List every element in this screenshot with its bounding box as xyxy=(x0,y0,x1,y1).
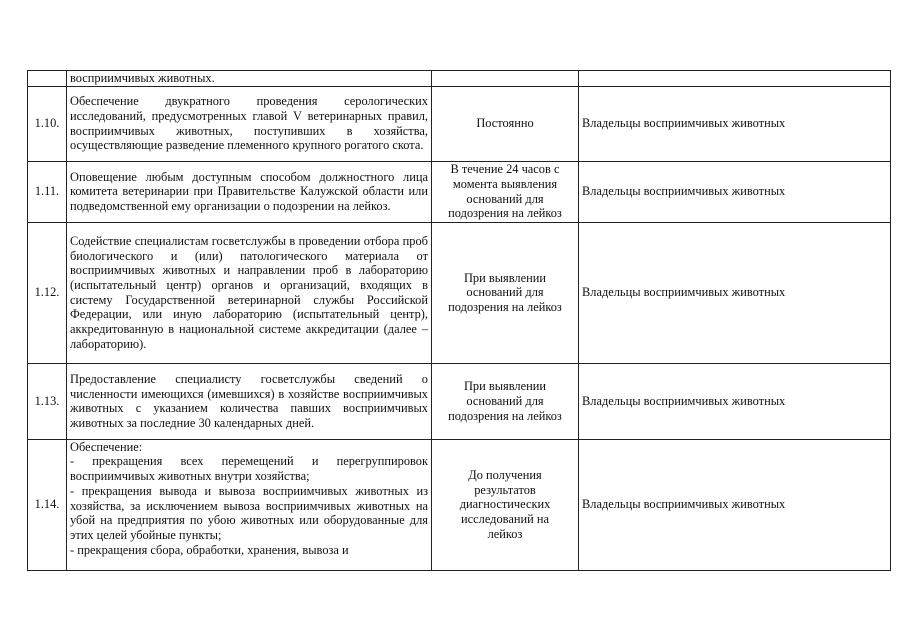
table-row xyxy=(28,439,891,570)
term-text: При выявлении xyxy=(463,379,546,394)
responsible-cell xyxy=(579,71,891,87)
action-cell xyxy=(67,86,432,161)
action-text: - прекращения вывода и вывоза восприимчивых животных из хозяйства, за исключением вывоза восприимчивых животных на убой на предприятия по убою животных или оборудованные для этих целей убойные пункты; xyxy=(70,483,428,542)
action-text: Содействие специалистам госветслужбы в проведении отбора проб биологического и (или) патологического материала от восприимчивых животных и направлении проб в лабораторию (испытательный центр) органов и организаций, входящих в систему Государственной ветеринарной службы Российской Федерации, или иную лабораторию (испытательный центр), аккредитованную в национальной системе аккредитации (далее – лабораторию). xyxy=(70,233,428,351)
action-text: - прекращения сбора, обработки, хранения, вывоза и xyxy=(70,542,349,557)
term-text: оснований для xyxy=(466,393,544,408)
term-text: результатов xyxy=(474,482,536,497)
action-cell xyxy=(67,161,432,222)
item-number: 1.14. xyxy=(28,439,67,570)
responsible-cell: Владельцы восприимчивых животных xyxy=(579,86,891,161)
measures-table xyxy=(27,70,891,571)
action-text: - прекращения всех перемещений и перегруппировок восприимчивых животных внутри хозяйства; xyxy=(70,454,428,484)
term-text: Постоянно xyxy=(476,116,534,131)
term-text: До получения xyxy=(468,467,542,482)
term-text: лейкоз xyxy=(487,526,523,541)
responsible-cell: Владельцы восприимчивых животных xyxy=(579,161,891,222)
action-cell xyxy=(67,222,432,363)
responsible-cell: Владельцы восприимчивых животных xyxy=(579,363,891,439)
item-number xyxy=(28,71,67,87)
action-text: восприимчивых животных. xyxy=(70,71,215,85)
item-number: 1.12. xyxy=(28,222,67,363)
item-number: 1.11. xyxy=(28,161,67,222)
term-text: подозрения на лейкоз xyxy=(448,300,562,315)
table-row xyxy=(28,161,891,222)
term-cell xyxy=(432,363,579,439)
term-text: исследований на xyxy=(461,512,549,527)
term-text: В течение 24 часов с xyxy=(450,162,560,177)
action-text: Обеспечение: xyxy=(70,439,143,454)
term-text: подозрения на лейкоз xyxy=(448,206,562,221)
term-text: диагностических xyxy=(459,497,551,512)
responsible-cell: Владельцы восприимчивых животных xyxy=(579,439,891,570)
term-text: При выявлении xyxy=(463,270,546,285)
item-number: 1.13. xyxy=(28,363,67,439)
term-cell xyxy=(432,439,579,570)
term-cell xyxy=(432,71,579,87)
action-text: Обеспечение двукратного проведения серологических исследований, предусмотренных главой V ветеринарных правил, восприимчивых животных, поступивших в хозяйства, осуществляющие разведение племенного крупного рогатого скота. xyxy=(70,94,428,153)
responsible-cell: Владельцы восприимчивых животных xyxy=(579,222,891,363)
term-text: оснований для xyxy=(466,285,544,300)
term-text: оснований для xyxy=(466,191,544,206)
action-cell xyxy=(67,363,432,439)
term-cell xyxy=(432,161,579,222)
item-number: 1.10. xyxy=(28,86,67,161)
term-cell xyxy=(432,86,579,161)
table-row xyxy=(28,363,891,439)
action-text: Предоставление специалисту госветслужбы сведений о численности имеющихся (имевшихся) в хозяйстве восприимчивых животных с указанием количества павших восприимчивых животных за последние 30 календарных дней. xyxy=(70,371,428,430)
table-row xyxy=(28,71,891,87)
term-text: подозрения на лейкоз xyxy=(448,408,562,423)
action-cell xyxy=(67,71,432,87)
action-text: Оповещение любым доступным способом должностного лица комитета ветеринарии при Правительстве Калужской области или подведомственной ему организации о подозрении на лейкоз. xyxy=(70,169,428,214)
table-row xyxy=(28,86,891,161)
term-cell xyxy=(432,222,579,363)
table-row xyxy=(28,222,891,363)
term-text: момента выявления xyxy=(452,177,558,191)
action-cell xyxy=(67,439,432,570)
